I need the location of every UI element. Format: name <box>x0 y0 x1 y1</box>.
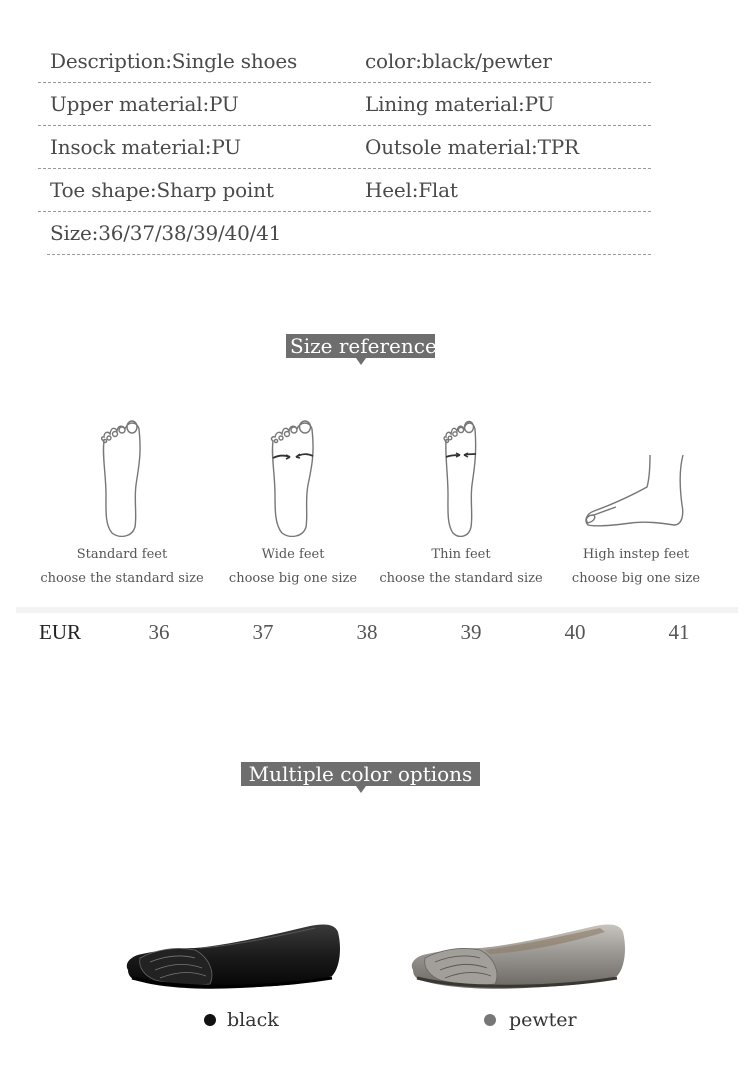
size-row <box>0 620 750 650</box>
foot-desc: choose the standard size <box>40 571 204 586</box>
foot-title: Thin feet <box>431 547 491 562</box>
size-value: 41 <box>668 620 690 644</box>
thin-foot-icon <box>431 415 491 537</box>
black-shoe-image <box>120 918 345 993</box>
size-bar <box>16 607 738 613</box>
standard-foot-icon <box>92 415 152 537</box>
color-label-pewter: pewter <box>509 1009 577 1031</box>
spec-row <box>38 126 651 169</box>
spec-toe-shape: Toe shape:Sharp point <box>50 178 274 202</box>
size-value: 40 <box>564 620 586 644</box>
foot-desc: choose the standard size <box>379 571 543 586</box>
spec-row <box>38 83 651 126</box>
foot-item-high-instep <box>536 415 736 586</box>
size-value: 36 <box>148 620 170 644</box>
spec-outsole-material: Outsole material:TPR <box>365 135 579 159</box>
spec-description: Description:Single shoes <box>50 49 298 73</box>
spec-row <box>38 40 651 83</box>
foot-desc: choose big one size <box>228 571 358 586</box>
wide-foot-icon <box>263 415 323 537</box>
spec-row <box>47 212 651 255</box>
size-reference-banner: Size reference <box>286 334 435 358</box>
spec-heel: Heel:Flat <box>365 178 458 202</box>
pewter-swatch-dot <box>484 1014 496 1026</box>
size-value: 39 <box>460 620 482 644</box>
size-value: 37 <box>252 620 274 644</box>
size-system-label: EUR <box>39 620 81 644</box>
spec-row <box>38 169 651 212</box>
spec-lining-material: Lining material:PU <box>365 92 555 116</box>
pewter-shoe-image <box>405 918 630 993</box>
foot-title: High instep feet <box>582 547 690 562</box>
spec-size: Size:36/37/38/39/40/41 <box>50 221 282 245</box>
black-swatch-dot <box>204 1014 216 1026</box>
foot-item-standard <box>22 415 222 586</box>
spec-table <box>38 40 651 255</box>
color-label-black: black <box>227 1009 279 1031</box>
high-instep-foot-icon <box>576 415 696 537</box>
foot-title: Wide feet <box>261 547 325 562</box>
feet-guide <box>0 415 750 595</box>
size-value: 38 <box>356 620 378 644</box>
spec-upper-material: Upper material:PU <box>50 92 239 116</box>
color-options-banner: Multiple color options <box>241 762 480 786</box>
spec-color: color:black/pewter <box>365 49 552 73</box>
foot-desc: choose big one size <box>571 571 701 586</box>
foot-title: Standard feet <box>76 547 168 562</box>
spec-insock-material: Insock material:PU <box>50 135 241 159</box>
foot-item-thin <box>361 415 561 586</box>
